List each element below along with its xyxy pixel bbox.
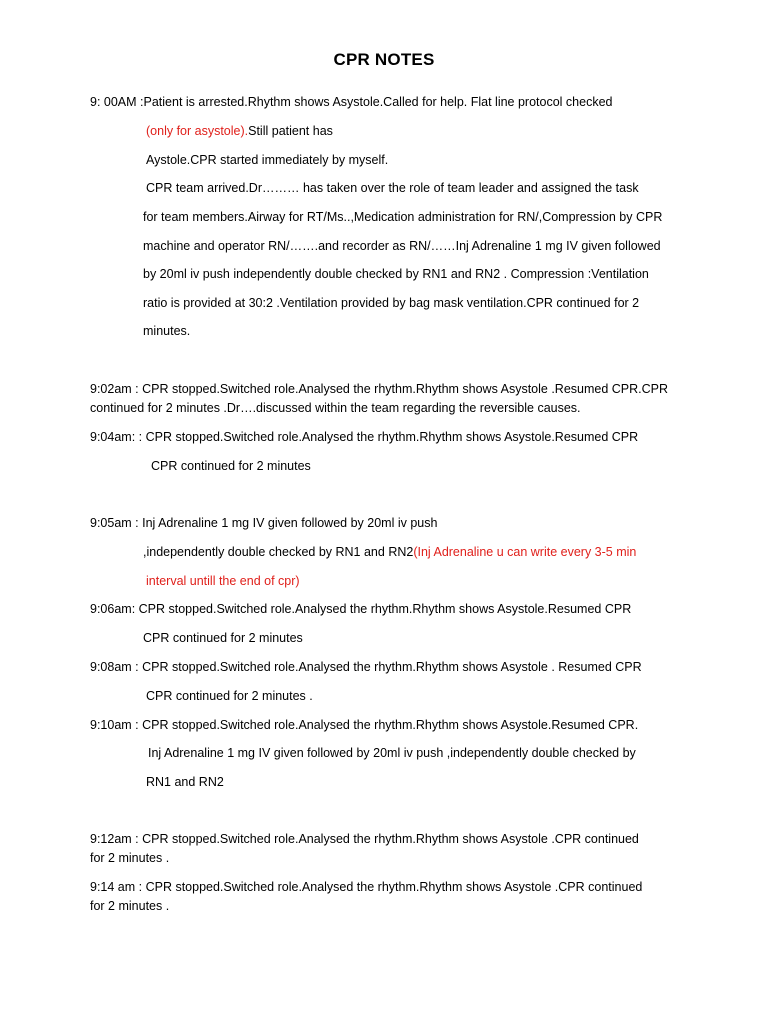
note-line: 9:06am: CPR stopped.Switched role.Analysed the rhythm.Rhythm shows Asystole.Resumed CPR — [90, 602, 632, 616]
note-line: CPR continued for 2 minutes — [151, 459, 311, 473]
note-line: for team members.Airway for RT/Ms..,Medication administration for RN/,Compression by CPR — [143, 210, 663, 224]
note-line: by 20ml iv push independently double checked by RN1 and RN2 . Compression :Ventilation — [143, 267, 649, 281]
note-line: CPR team arrived.Dr……… has taken over the role of team leader and assigned the task — [146, 181, 639, 195]
page-title: CPR NOTES — [333, 50, 435, 69]
note-line: minutes. — [143, 324, 191, 338]
note-line: CPR continued for 2 minutes . — [146, 689, 313, 703]
note-line — [143, 544, 636, 560]
note-line: 9:10am : CPR stopped.Switched role.Analysed the rhythm.Rhythm shows Asystole.Resumed CPR. — [90, 718, 639, 732]
note-line: for 2 minutes . — [90, 851, 170, 865]
note-line: 9:12am : CPR stopped.Switched role.Analysed the rhythm.Rhythm shows Asystole .CPR continued — [90, 832, 639, 846]
note-line: 9:14 am : CPR stopped.Switched role.Analysed the rhythm.Rhythm shows Asystole .CPR continued — [90, 880, 643, 894]
note-line: machine and operator RN/…….and recorder as RN/……Inj Adrenaline 1 mg IV given followed — [143, 239, 661, 253]
note-text: ,independently double checked by RN1 and RN2 — [143, 545, 414, 559]
note-line: 9:05am : Inj Adrenaline 1 mg IV given followed by 20ml iv push — [90, 516, 438, 530]
highlight-text: (Inj Adrenaline u can write every 3-5 min — [413, 545, 637, 559]
note-line: ratio is provided at 30:2 .Ventilation provided by bag mask ventilation.CPR continued for 2 — [143, 296, 640, 310]
note-line: RN1 and RN2 — [146, 775, 224, 789]
note-text: Still patient has — [248, 124, 333, 138]
highlight-text: (only for asystole). — [146, 124, 249, 138]
note-line — [146, 123, 333, 139]
note-line: CPR continued for 2 minutes — [143, 631, 303, 645]
note-line: Aystole.CPR started immediately by myself. — [146, 153, 389, 167]
note-line: Inj Adrenaline 1 mg IV given followed by 20ml iv push ,independently double checked by — [148, 746, 636, 760]
note-line: 9:04am: : CPR stopped.Switched role.Analysed the rhythm.Rhythm shows Asystole.Resumed CPR — [90, 430, 639, 444]
note-line: 9: 00AM :Patient is arrested.Rhythm shows Asystole.Called for help. Flat line protocol checked — [90, 95, 613, 109]
note-line: 9:08am : CPR stopped.Switched role.Analysed the rhythm.Rhythm shows Asystole . Resumed CPR — [90, 660, 642, 674]
note-line: continued for 2 minutes .Dr….discussed within the team regarding the reversible causes. — [90, 401, 581, 415]
note-line: for 2 minutes . — [90, 899, 170, 913]
highlight-line: interval untill the end of cpr) — [146, 574, 300, 588]
note-line: 9:02am : CPR stopped.Switched role.Analysed the rhythm.Rhythm shows Asystole .Resumed CPR.CPR — [90, 382, 669, 396]
